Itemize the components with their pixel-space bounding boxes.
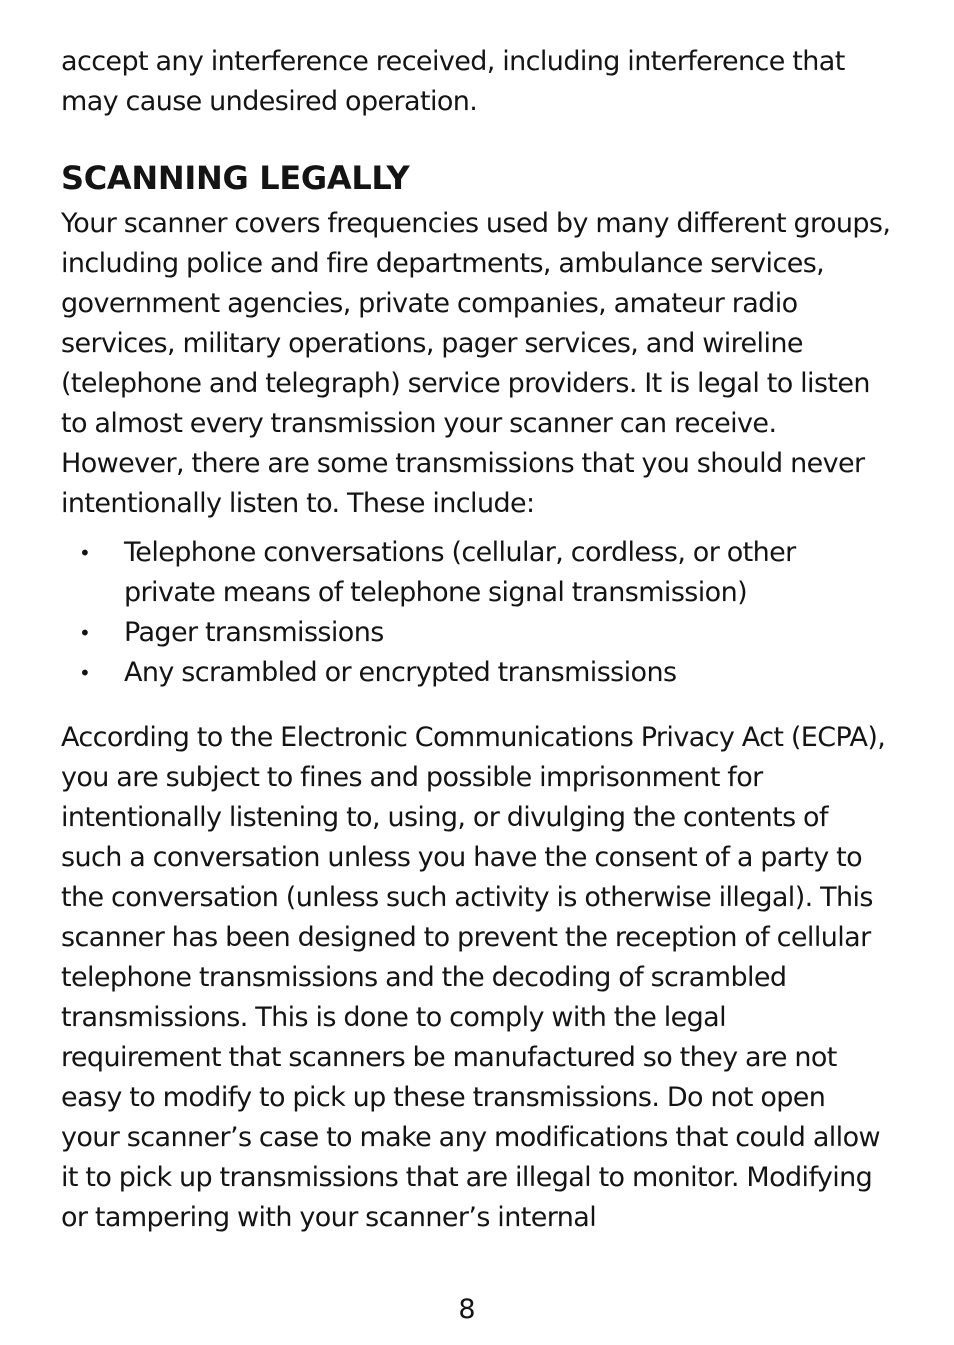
list-item <box>61 533 891 613</box>
page-number: 8 <box>458 1294 476 1325</box>
list-item-text: Pager transmissions <box>124 617 384 648</box>
list-item <box>61 653 891 693</box>
bullet-list <box>61 533 891 693</box>
section-heading: SCANNING LEGALLY <box>61 159 410 197</box>
list-item-text: Any scrambled or encrypted transmissions <box>124 657 677 688</box>
bullet-icon: • <box>79 661 91 685</box>
list-item <box>61 613 891 653</box>
bullet-icon: • <box>79 541 91 565</box>
list-item-text: Telephone conversations (cellular, cordless, or other private means of telephone signal transmission) <box>124 537 796 608</box>
ecpa-paragraph: According to the Electronic Communications Privacy Act (ECPA), you are subject to fines and possible imprisonment for intentionally listening to, using, or divulging the contents of such a conversation unless you have the consent of a party to the conversation (unless such activity is otherwise illegal). This scanner has been designed to prevent the reception of cellular telephone transmissions and the decoding of scrambled transmissions. This is done to comply with the legal requirement that scanners be manufactured so they are not easy to modify to pick up these transmissions. Do not open your scanner’s case to make any modifications that could allow it to pick up transmissions that are illegal to monitor. Modifying or tampering with your scanner’s internal <box>61 722 886 1233</box>
continuation-paragraph: accept any interference received, including interference that may cause undesired operation. <box>61 46 845 117</box>
document-page <box>61 42 891 1238</box>
bullet-icon: • <box>79 621 91 645</box>
intro-paragraph: Your scanner covers frequencies used by many different groups, including police and fire departments, ambulance services, government agencies, private companies, amateur radio services, military operations, pager services, and wireline (telephone and telegraph) service providers. It is legal to listen to almost every transmission your scanner can receive. However, there are some transmissions that you should never intentionally listen to. These include: <box>61 208 891 519</box>
